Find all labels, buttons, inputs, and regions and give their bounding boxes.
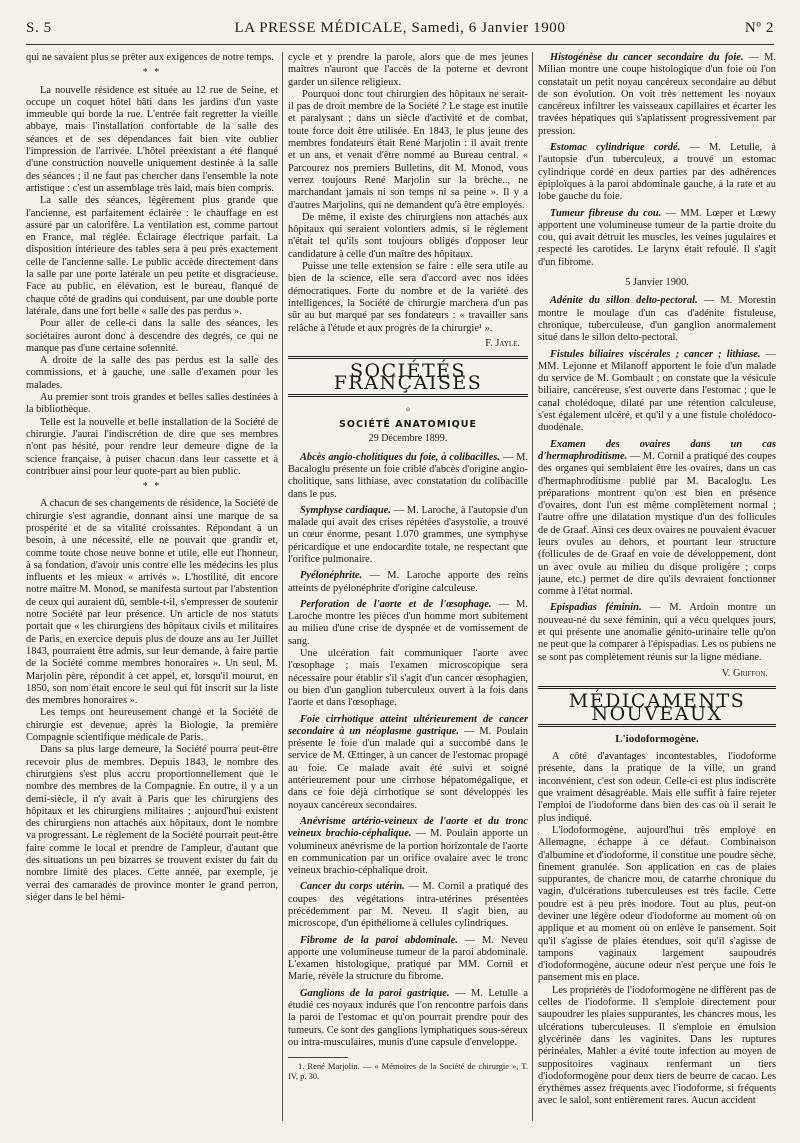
paragraph: Les temps ont heureusement changé et la Société de chirurgie est devenue, après la Biologie, la première Compagnie scientifique médicale de Paris. — [26, 707, 278, 744]
entry-body: — M. Poulain présente le foie d'un malade qui a succombé dans le service de M. Œttinger, à un cancer de l'estomac propagé au foie. Ce malade avait été suivi et soigné antérieurement pour une cirrhose hépatomégalique, et dans ce foie déjà cirrhotique se sont développés les noyaux cancéreux secondaires. — [288, 725, 528, 811]
entry-body: — M. Cornil a pratiqué des coupes des organes qui semblaient être les ovaires, dans un cas d'hermaphroditisme publié par M. Bacaloglu. Les préparations montrent qu'on est bien en présence d'ovaires, dont l'un est même complètement normal ; l'autre offre une dilatation mystique d'un des follicules de de Graaf. Ainsi ces deux ovaires ne pouvaient évacuer leurs ovules au dehors, et pourtant leur structure (follicules de de Graaf en voie de développement, dont un avec ovule au milieu du disque proligère ; corps jaune, etc.) permet de dire qu'ils devraient fonctionner comme à l'état normal. — [538, 450, 776, 598]
paragraph: A droite de la salle des pas perdus est la salle des commissions, et à gauche, une salle d'examen pour les malades. — [26, 355, 278, 391]
entry-body: — M. Ardoin montre un nouveau-né du sexe féminin, qui a vécu quelques jours, et qui présente une anomalie génito-urinaire telle qu'on ne peut que la comparer à l'épispadias. Les os pubiens ne se sont pas complètement réunis sur la ligne médiane. — [538, 602, 776, 663]
entry-body: — M. Milian montre une coupe histologique d'un foie où l'on constatait un petit noyau cancéreux secondaire au début de son évolution. On voit très nettement les noyaux cancéreux infiltrer les vaisseaux capillaires et écarter les travées hépatiques qui s'aplatissent progressivement par pression. — [538, 52, 776, 137]
paragraph: Puisse une telle extension se faire : elle sera utile au bien de la science, elle sera d'accord avec nos idées démocratiques. Forte du nombre et de la variété des intelligences, la Société de chirurgie marchera d'un pas sûr au but marqué par ses fondateurs : « travailler sans relâche à l'étude et aux progrès de la chirurgie¹ ». — [288, 261, 528, 334]
paragraph: La nouvelle résidence est située au 12 rue de Seine, et occupe un coquet hôtel bâti dans les jardins d'un vaste immeuble qui borde la rue. L'entrée fait regretter la vieille abbaye, mais l'installation confortable de la salle des séances et de ses dépendances fait bien vite oublier l'impression de l'arrivée. L'hôtel préexistant a été flanqué d'une construction nouvelle uniquement destinée à la salle des séances ; il ne faut pas chercher dans l'ensemble la note artistique : c'est un assemblage très laid, mais bien compris. — [26, 84, 278, 194]
entry-body: — M. Letulle a étudié ces noyaux indurés que l'on rencontre parfois dans la paroi de l'estomac et qu'on pourrait prendre pour des tumeurs. Ce sont des ganglions lymphatiques sous-séreux ou intra-musculaires, munis d'une capsule d'enveloppe. — [288, 987, 528, 1048]
report-entry — [288, 935, 528, 984]
entry-body: — M. Morestin montre le moulage d'un cas d'adénite fistuleuse, chronique, tuberculeuse, d'un ganglion anormalement situé dans le sillon delto-pectoral. — [538, 295, 776, 344]
section-banner: SOCIÉTÉS FRANÇAISES — [288, 356, 528, 397]
author-signature: F. Jayle. — [485, 337, 520, 349]
entry-title: Examen des ovaires dans un cas d'hermaphroditisme. — [538, 438, 776, 462]
column-rule-1 — [282, 52, 283, 1121]
report-entry — [288, 452, 528, 501]
entry-title: Cancer du corps utérin. — [300, 881, 405, 893]
entry-title: Pyélonéphrite. — [300, 570, 363, 582]
report-entry — [288, 570, 528, 595]
entry-body: — M. Laroche montre les pièces d'un homme mort subitement au milieu d'une crise de dyspnée et de vomissement de sang. — [288, 598, 528, 647]
report-entry — [288, 988, 528, 1049]
paragraph: Les propriétés de l'iodoformogène ne diffèrent pas de celles de l'iodoforme. Il s'emploie directement pour saupoudrer les plaies suppurantes, les chancres mous, les ulcérations tuberculeuses. Il s'emploie en émulsion glycérinée dans les vaginites. Dans les ruptures périnéales, Mahler a évité toute infection au moyen de suppositoires vaginaux renfermant un tiers d'iodoformogène pour deux tiers de beurre de cacao. Les érythèmes assez fréquents avec l'iodoforme, si fréquents avec le salol, sont entièrement rares. Aucun accident — [538, 984, 776, 1107]
society-title: SOCIÉTÉ ANATOMIQUE — [339, 419, 477, 431]
entry-title: Perforation de l'aorte et de l'œsophage. — [300, 598, 492, 610]
entry-body: Une ulcération fait communiquer l'aorte avec l'œsophage ; mais l'examen microscopique sera nécessaire pour établir s'il s'agit d'un cancer œsophagien, ou bien d'un ganglion tuberculeux ouvert à la fois dans l'aorte et dans l'œsophage. — [288, 648, 528, 709]
report-entry — [538, 439, 776, 599]
report-entry — [288, 714, 528, 812]
report-entry — [538, 208, 776, 269]
paragraph: qui ne savaient plus se prêter aux exigences de notre temps. — [26, 52, 274, 63]
header-rule — [26, 44, 774, 45]
entry-title: Fistules biliaires viscérales ; cancer ; lithiase. — [550, 348, 761, 360]
entry-title: Fibrome de la paroi abdominale. — [300, 934, 458, 946]
entry-body: — MM. Lejonne et Milanoff apportent le foie d'un malade du service de M. Gombault ; on constate que la vésicule biliaire, cancéreuse, s'est ouverte dans l'estomac ; que le canal cholédoque, dilaté par une rétention calculeuse, s'est également ulcéré, et qu'il y a une fistule cholédoco-duodénale. — [538, 348, 776, 434]
report-entry — [538, 349, 776, 435]
entry-title: Histogénèse du cancer secondaire du foie. — [550, 52, 744, 63]
session-date: 5 Janvier 1900. — [625, 277, 689, 289]
paragraph: A chacun de ses changements de résidence, la Société de chirurgie s'est agrandie, donnant ainsi une marque de sa prospérité et de sa vitalité croissantes. Répondant à un besoin, à une nécessité, elle ne pouvait que grandir et, comme toute chose neuve bonne et utile, elle eut l'honneur, à sa fondation, d'avoir unis contre elle les médecins les plus influents et les mieux « arrivés ». L'hostilité, dit encore notre maître M. Monod, se manifesta surtout par l'abstention de ceux qui auraient dû, semble-t-il, s'empresser de soutenir notre Société par leur présence. Un article de nos statuts portait que « les chirurgiens des hôpitaux civils et militaires de Paris, en exercice depuis plus de douze ans au 1er Juillet 1843, pourraient être admis, sur leur demande, à faire partie de la Société comme membres honoraires ». Un seul, M. Marjolin père, répondit à cet appel, et, lorsqu'il mourut, en 1850, son nom était encore le seul qui fût inscrit sur la liste des membres honoraires ». — [26, 498, 278, 707]
entry-body: — M. Neveu apporte une volumineuse tumeur de la paroi abdominale. L'examen histologique, pratiqué par MM. Cornil et Marie, révèle la structure du fibrome. — [288, 934, 528, 983]
journal-title: LA PRESSE MÉDICALE, Samedi, 6 Janvier 1900 — [234, 20, 566, 36]
column-rule-2 — [532, 52, 533, 1121]
entry-title: Symphyse cardiaque. — [300, 504, 391, 516]
paragraph: Telle est la nouvelle et belle installation de la Société de chirurgie. J'aurai l'indiscrétion de dire que ses membres n'ont pas hésité, pour rendre leur demeure digne de la science française, à puiser chacun dans leur cassette et à contribuer ainsi pour leur quote-part au bien public. — [26, 416, 278, 477]
report-entry — [538, 602, 776, 663]
paragraph: L'iodoformogène, aujourd'hui très employé en Allemagne, échappe à ce défaut. Combinaison d'albumine et d'iodoforme, il constitue une poudre sèche, finement granulée. Son application en cas de plaies suppurantes, de chancre mou, de catarrhe chronique du vagin, d'ulcérations tuberculeuses est très facile. Cette poudre est à peu près inodore. Tout au plus, peut-on deviner une légère odeur d'iodoforme au moment où on applique et au moment où on enlève le pansement. Soit qu'il s'agisse de plaies étendues, soit qu'il s'agisse de tampons vaginaux largement saupoudrés d'iodoformogène, aucune odeur n'est perçue une fois le pansement mis en place. — [538, 824, 776, 984]
entry-body: — M. Laroche, à l'autopsie d'un malade qui avait des crises répétées d'asystolie, a trouvé un cœur énorme, pesant 1.070 grammes, une symphyse péricardique et une endocardite totale, ne respectant que l'orifice pulmonaire. — [288, 504, 528, 565]
author-signature: V. Griffon. — [721, 667, 768, 679]
entry-body: — M. Bacaloglu présente un foie criblé d'abcès d'origine angio-cholitique, sans lithiase, avec constatation du colibacille dans le pus. — [288, 451, 528, 500]
entry-body: — M. Poulain apporte un volumineux anévrisme de la portion horizontale de l'aorte en communication par un orifice ovalaire avec le tronc veineux brachio-céphalique droit. — [288, 828, 528, 877]
report-entry — [538, 295, 776, 344]
session-date: 29 Décembre 1899. — [368, 433, 448, 445]
entry-title: Foie cirrhotique atteint ultérieurement de cancer secondaire à un néoplasme gastrique. — [288, 713, 528, 737]
section-banner: MÉDICAMENTS NOUVEAUX — [538, 686, 776, 727]
footnote-rule — [288, 1057, 348, 1058]
report-entry — [288, 881, 528, 930]
paragraph: cycle et y prendre la parole, alors que de mes jeunes maîtres n'auront que l'accès de la poterne et devront garder un silence religieux. — [288, 52, 528, 88]
paragraph: Pour aller de celle-ci dans la salle des séances, les sociétaires auront donc à descendre des degrés, ce qui ne manque pas d'une certaine solennité. — [26, 318, 278, 354]
ornament: o — [406, 404, 410, 413]
paragraph: Pourquoi donc tout chirurgien des hôpitaux ne serait-il pas de droit membre de la Société ? Le stage est inutile et paralysant ; dans un siècle d'activité et de combat, toute force doit être utilisée. En 1843, le plus jeune des membres fondateurs était René Marjolin : il avait trente et un ans, et venait d'être nommé au Bureau central. « Parcourez nos premiers Bulletins, dit M. Monod, vous verrez toujours René Marjolin sur la brèche.., ne marchandant jamais ni son temps ni sa peine ». Il y a d'autres Marjolins, qui ne demandent qu'à être employés. — [288, 88, 528, 211]
report-entry — [288, 816, 528, 877]
column-1 — [26, 52, 278, 1132]
entry-title: Epispadias féminin. — [550, 602, 642, 614]
paragraph: A côté d'avantages incontestables, l'iodoforme présente, dans la pratique de la ville, un grand inconvénient, c'est son odeur. Celle-ci est plus indiscrète que vraiment désagréable. Mais elle suffit à faire rejeter l'emploi de l'iodoforme dans bien des cas où il serait le plus indiqué. — [538, 751, 776, 824]
entry-body: — MM. Lœper et Lœwy apportent une volumineuse tumeur de la partie droite du cou, qui avait détruit les muscles, les veines jugulaires et respecté les carotides. Le larynx était refoulé. Il s'agit d'un fibrome. — [538, 207, 776, 268]
report-entry — [288, 599, 528, 710]
section-break: * * — [142, 67, 162, 79]
page-number: S. 5 — [26, 20, 52, 36]
paragraph: La salle des séances, légèrement plus grande que l'ancienne, est parfaitement éclairée : le chauffage en est assuré par un calorifère. La ventilation est, comme partout en France, mal réglée. Éclairage électrique parfait. La disposition intérieure des tables sera à peu près exactement celle de l'ancienne salle. Le public accède directement dans la salle par une porte latérale un peu petite et disgracieuse. Face au public, en élévation, est le bureau, flanqué de chaque côté de gradins qui conduisent, par une double porte latérale, dans une fort belle « salle des pas perdus ». — [26, 195, 278, 317]
section-break: * * — [142, 481, 162, 493]
entry-title: Ganglions de la paroi gastrique. — [300, 987, 450, 999]
footnote: 1. René Marjolin. — « Mémoires de la Société de chirurgie », T. IV, p. 30. — [288, 1061, 528, 1082]
running-header — [26, 20, 774, 42]
paragraph: Au premier sont trois grandes et belles salles destinées à la bibliothèque. — [26, 392, 278, 416]
report-entry — [538, 52, 776, 138]
article-subhead: L'iodoformogène. — [615, 732, 699, 745]
paragraph: Dans sa plus large demeure, la Société pourra peut-être recevoir plus de membres. Depuis 1843, le nombre des chirurgiens s'est plus accru proportionnellement que le nombre des membres de la Compagnie. En outre, il y a un demi-siècle, il n'y avait à Paris que les chirurgiens des hôpitaux et les chirurgiens militaires ; aujourd'hui existent des chirurgiens non attachés aux hôpitaux, dont le nombre va progressant. Le règlement de la Société pourrait peut-être faire comme le local et prendre de l'ampleur, d'autant que des situations un peu bizarres se trouvent exister du fait du nombre limité des places. Cette année, par exemple, je verrai des camarades de province monter le grand perron, siéger dans le bel hémi- — [26, 744, 278, 903]
entry-body: — M. Cornil a pratiqué des coupes des végétations intra-utérines présentées précédemment par M. Neveu. Il s'agit bien, au microscope, d'un épithéliome à cellules cylindriques. — [288, 881, 528, 930]
entry-title: Anévrisme artério-veineux de l'aorte et du tronc veineux brachio-céphalique. — [288, 815, 528, 840]
report-entry — [538, 142, 776, 203]
report-entry — [288, 505, 528, 566]
column-3 — [538, 52, 776, 1132]
issue-number: Nº 2 — [744, 20, 774, 36]
entry-title: Estomac cylindrique cordé. — [550, 142, 681, 154]
column-2 — [288, 52, 528, 1132]
entry-body: — M. Laroche apporte des reins atteints de pyélonéphrite d'origine calculeuse. — [288, 570, 528, 594]
paragraph: De même, il existe des chirurgiens non attachés aux hôpitaux qui seraient volontiers admis, si le règlement n'était tel qu'ils sont toujours obligés d'opposer leur candidature à celle d'un maître des hôpitaux. — [288, 211, 528, 260]
entry-title: Tumeur fibreuse du cou. — [550, 207, 662, 219]
entry-body: — M. Letulle, à l'autopsie d'un tuberculeux, a trouvé un estomac cylindrique cordé en deux parties par des adhérences épiploïques à la paroi abdominale gauche, à la rate et au lobe gauche du foie. — [538, 142, 776, 203]
entry-title: Abcès angio-cholitiques du foie, à colibacilles. — [300, 451, 500, 463]
entry-title: Adénite du sillon delto-pectoral. — [550, 295, 698, 307]
